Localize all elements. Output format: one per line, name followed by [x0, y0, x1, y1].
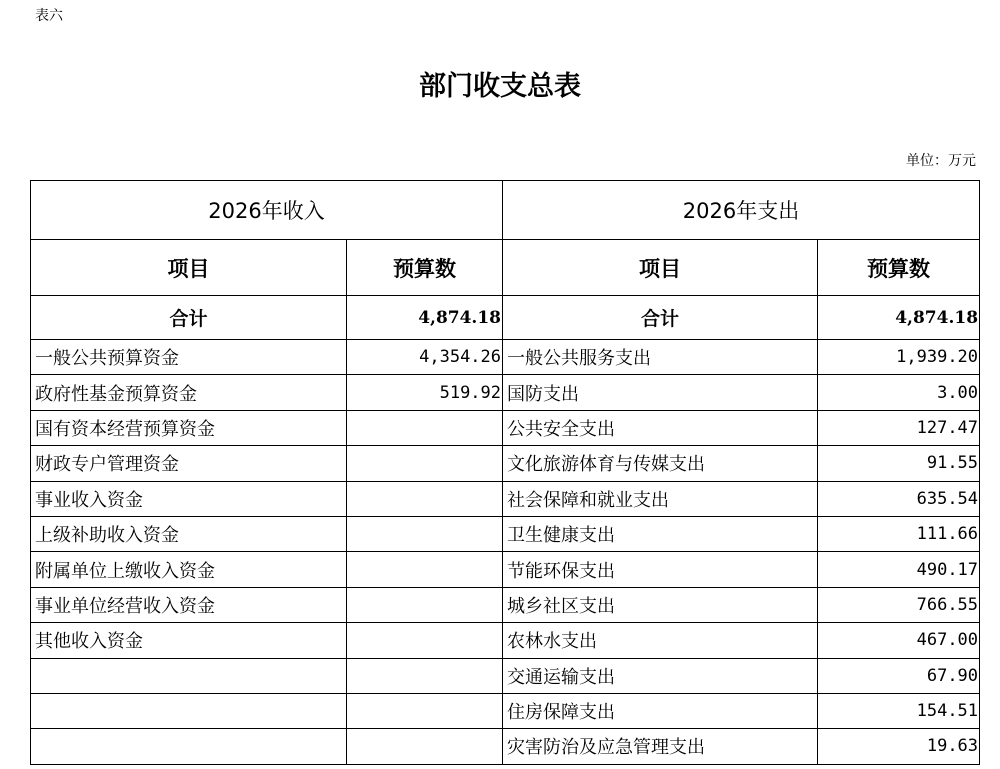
income-item-cell: 上级补助收入资金	[31, 516, 347, 551]
income-item-cell	[31, 658, 347, 693]
expense-amount-cell: 111.66	[818, 516, 980, 551]
table-row	[31, 587, 980, 622]
income-item-cell: 一般公共预算资金	[31, 340, 347, 375]
expense-item-cell: 公共安全支出	[503, 410, 818, 445]
income-item-cell: 财政专户管理资金	[31, 446, 347, 481]
table-row	[31, 481, 980, 516]
income-amount-cell: 519.92	[347, 375, 503, 410]
income-total-label: 合计	[31, 296, 347, 340]
expense-amount-cell: 766.55	[818, 587, 980, 622]
income-amount-cell	[347, 693, 503, 728]
expense-amount-cell: 127.47	[818, 410, 980, 445]
expense-item-cell: 文化旅游体育与传媒支出	[503, 446, 818, 481]
table-row	[31, 729, 980, 764]
income-amount-cell	[347, 623, 503, 658]
income-amount-cell	[347, 446, 503, 481]
total-row	[31, 296, 980, 340]
table-row	[31, 552, 980, 587]
income-item-cell	[31, 693, 347, 728]
unit-label: 单位：万元	[906, 153, 976, 169]
table-row	[31, 623, 980, 658]
expense-item-cell: 灾害防治及应急管理支出	[503, 729, 818, 764]
expense-amount-cell: 635.54	[818, 481, 980, 516]
expense-amount-cell: 1,939.20	[818, 340, 980, 375]
expense-amount-cell: 67.90	[818, 658, 980, 693]
income-amount-cell	[347, 587, 503, 622]
header-row-columns	[31, 240, 980, 296]
table-number: 表六	[35, 8, 63, 24]
table-row	[31, 658, 980, 693]
table-row	[31, 446, 980, 481]
income-item-cell: 政府性基金预算资金	[31, 375, 347, 410]
income-amount-cell	[347, 658, 503, 693]
income-amount-cell	[347, 516, 503, 551]
expense-total-label: 合计	[503, 296, 818, 340]
expense-item-cell: 卫生健康支出	[503, 516, 818, 551]
income-item-cell: 国有资本经营预算资金	[31, 410, 347, 445]
expense-amount-cell: 19.63	[818, 729, 980, 764]
expense-item-cell: 一般公共服务支出	[503, 340, 818, 375]
income-item-cell	[31, 729, 347, 764]
expense-item-cell: 住房保障支出	[503, 693, 818, 728]
expense-item-header: 项目	[503, 240, 818, 296]
income-item-header: 项目	[31, 240, 347, 296]
expense-amount-cell: 3.00	[818, 375, 980, 410]
income-amount-cell	[347, 552, 503, 587]
page-title: 部门收支总表	[419, 71, 581, 102]
table-row	[31, 516, 980, 551]
income-amount-cell	[347, 410, 503, 445]
income-item-cell: 附属单位上缴收入资金	[31, 552, 347, 587]
income-total-amount: 4,874.18	[347, 296, 503, 340]
income-amount-cell: 4,354.26	[347, 340, 503, 375]
income-item-cell: 事业单位经营收入资金	[31, 587, 347, 622]
expense-amount-cell: 467.00	[818, 623, 980, 658]
expense-amount-cell: 490.17	[818, 552, 980, 587]
table-row	[31, 375, 980, 410]
expense-item-cell: 国防支出	[503, 375, 818, 410]
expense-total-amount: 4,874.18	[818, 296, 980, 340]
budget-summary-table	[30, 180, 980, 765]
expense-item-cell: 城乡社区支出	[503, 587, 818, 622]
expense-amount-cell: 154.51	[818, 693, 980, 728]
expense-item-cell: 社会保障和就业支出	[503, 481, 818, 516]
expense-amount-cell: 91.55	[818, 446, 980, 481]
income-group-header: 2026年收入	[31, 181, 503, 240]
expense-item-cell: 节能环保支出	[503, 552, 818, 587]
expense-item-cell: 农林水支出	[503, 623, 818, 658]
expense-group-header: 2026年支出	[503, 181, 980, 240]
expense-item-cell: 交通运输支出	[503, 658, 818, 693]
income-item-cell: 事业收入资金	[31, 481, 347, 516]
income-amount-cell	[347, 729, 503, 764]
table-row	[31, 340, 980, 375]
income-item-cell: 其他收入资金	[31, 623, 347, 658]
table-row	[31, 410, 980, 445]
income-budget-header: 预算数	[347, 240, 503, 296]
expense-budget-header: 预算数	[818, 240, 980, 296]
income-amount-cell	[347, 481, 503, 516]
table-row	[31, 693, 980, 728]
header-row-groups	[31, 181, 980, 240]
